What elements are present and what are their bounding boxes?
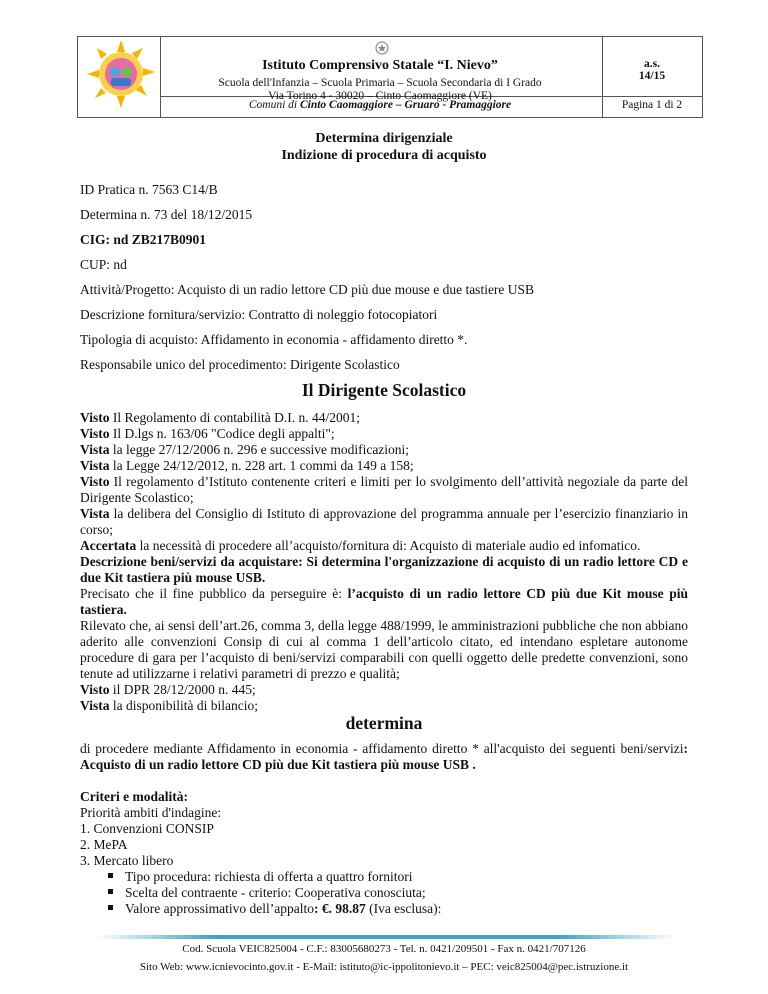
- accertata: Accertata la necessità di procedere all’acquisto/fornitura di: Acquisto di materiale audio ed infomatico.: [80, 538, 641, 553]
- determina-body: di procedere mediante Affidamento in economia - affidamento diretto * all'acquisto dei seguenti beni/servizi: Acquisto di un radio lettore CD più due Kit tastiera più mouse USB .: [80, 741, 688, 772]
- document-title: Determina dirigenziale: [315, 131, 453, 146]
- visto-4: Vista la Legge 24/12/2012, n. 228 art. 1 commi da 149 a 158;: [80, 458, 414, 473]
- comuni-prefix: Comuni di: [248, 99, 298, 111]
- header-center: [160, 38, 600, 102]
- visto-3: Vista la legge 27/12/2006 n. 296 e successive modificazioni;: [80, 442, 410, 457]
- determina-number: Determina n. 73 del 18/12/2015: [80, 207, 253, 222]
- visto-2: Visto Il D.lgs n. 163/06 "Codice degli appalti";: [80, 426, 335, 441]
- vista-bilancio: Vista la disponibilità di bilancio;: [80, 698, 258, 713]
- footer-contacts: Sito Web: www.icnievocinto.gov.it - E-Mail: istituto@ic-ippolitonievo.it – PEC: veic825004@pec.istruzione.it: [139, 961, 629, 973]
- school-year: [602, 58, 702, 82]
- page-number: Pagina 1 di 2: [621, 99, 683, 111]
- determina-heading: determina: [345, 713, 423, 733]
- criteri-section: [80, 789, 688, 869]
- rilevato: Rilevato che, ai sensi dell’art.26, comma 3, della legge 488/1999, le amministrazioni pubbliche che non abbiano aderito alle convenzioni Consip di cui al comma 1 dell’articolo citato, ed intendano espletare autonome procedure di gara per l’acquisto di beni/servizi comparabili con quelli oggetto delle predette convenzioni, sono tenute ad utilizzarne i relativi parametri di prezzo e qualità;: [80, 618, 688, 681]
- visto-6: Vista la delibera del Consiglio di Istituto di approvazione del programma annuale per l’esercizio finanziario in corso;: [80, 506, 688, 537]
- bullet-scelta-contraente: Scelta del contraente - criterio: Cooperativa conosciuta;: [108, 885, 426, 901]
- id-pratica: ID Pratica n. 7563 C14/B: [80, 182, 218, 197]
- attivita-progetto: Attività/Progetto: Acquisto di un radio lettore CD più due mouse e due tastiere USB: [80, 282, 535, 297]
- institute-name: Istituto Comprensivo Statale “I. Nievo”: [262, 58, 498, 73]
- school-year-label: a.s.: [644, 58, 660, 70]
- bullet-icon: [108, 889, 113, 894]
- visto-1: Visto Il Regolamento di contabilità D.I. n. 44/2001;: [80, 410, 360, 425]
- school-logo: [85, 38, 157, 110]
- responsabile-procedimento: Responsabile unico del procedimento: Dirigente Scolastico: [80, 357, 400, 372]
- priorita-item-3: 3. Mercato libero: [80, 853, 174, 868]
- tipologia-acquisto: Tipologia di acquisto: Affidamento in economia - affidamento diretto *.: [80, 332, 468, 347]
- bullet-icon: [108, 905, 113, 910]
- document-subtitle: Indizione di procedura di acquisto: [281, 148, 487, 163]
- precisato: Precisato che il fine pubblico da perseguire è: l’acquisto di un radio lettore CD più due Kit mouse più tastiera.: [80, 586, 688, 617]
- comuni-names: Cinto Caomaggiore – Gruaro - Pramaggiore: [299, 99, 512, 111]
- criteri-heading: Criteri e modalità:: [80, 789, 188, 804]
- bullet-icon: [108, 873, 113, 878]
- bullet-tipo-procedura: Tipo procedura: richiesta di offerta a quattro fornitori: [108, 869, 413, 885]
- comuni-line: [160, 99, 600, 111]
- school-types: Scuola dell'Infanzia – Scuola Primaria – Scuola Secondaria di I Grado: [218, 77, 542, 89]
- visti-section: [80, 410, 688, 714]
- visto-5: Visto Il regolamento d’Istituto contenente criteri e limiti per lo svolgimento dell’attività negoziale da parte del Dirigente Scolastico;: [80, 474, 688, 505]
- visto-dpr: Visto il DPR 28/12/2000 n. 445;: [80, 682, 256, 697]
- priorita-item-1: 1. Convenzioni CONSIP: [80, 821, 214, 836]
- footer-divider: [96, 935, 676, 939]
- descrizione-fornitura: Descrizione fornitura/servizio: Contratto di noleggio fotocopiatori: [80, 307, 438, 322]
- dirigente-heading: Il Dirigente Scolastico: [301, 380, 467, 400]
- school-year-value: 14/15: [638, 70, 666, 82]
- school-address: Via Torino 4 - 30020 – Cinto Caomaggiore (VE): [268, 90, 492, 102]
- cup-code: CUP: nd: [80, 257, 127, 272]
- footer-codes: Cod. Scuola VEIC825004 - C.F.: 83005680273 - Tel. n. 0421/209501 - Fax n. 0421/707126: [182, 943, 586, 955]
- bullet-valore-appalto: Valore approssimativo dell’appalto: €. 98.87 (Iva esclusa):: [108, 901, 441, 917]
- cig-code: CIG: nd ZB217B0901: [80, 232, 207, 247]
- priorita: Priorità ambiti d'indagine:: [80, 805, 222, 820]
- priorita-item-2: 2. MePA: [80, 837, 128, 852]
- descrizione-beni: Descrizione beni/servizi da acquistare: Si determina l'organizzazione di acquisto di un radio lettore CD e due Kit tastiera più mouse USB.: [80, 554, 688, 585]
